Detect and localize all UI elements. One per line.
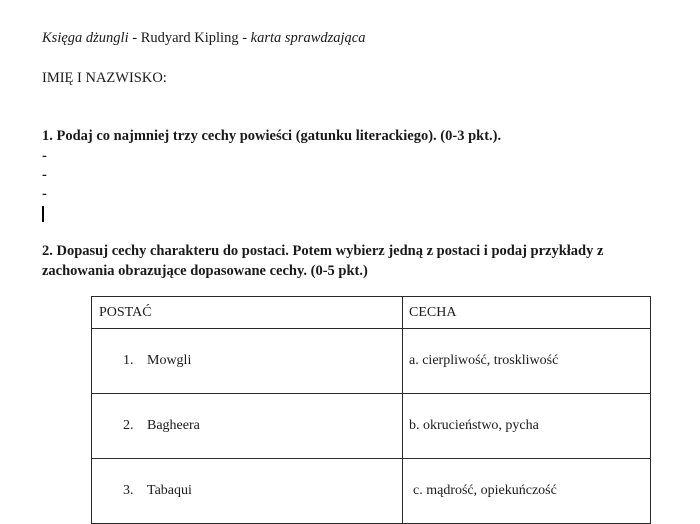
header-character[interactable]: POSTAĆ <box>92 297 403 329</box>
document-title <box>42 30 365 47</box>
question-2-line-2: zachowania obrazujące dopasowane cechy. (0-5 pkt.) <box>42 263 368 279</box>
character-name: Bagheera <box>147 418 200 433</box>
answer-line-2[interactable]: - <box>42 167 47 183</box>
author-name: Rudyard Kipling <box>140 30 239 46</box>
table-row <box>92 394 651 459</box>
table-row <box>92 459 651 524</box>
title-separator: - <box>238 30 251 46</box>
table-row <box>92 329 651 394</box>
character-name: Tabaqui <box>147 483 192 498</box>
character-cell[interactable] <box>92 394 403 459</box>
title-separator: - <box>128 30 141 46</box>
table-header-row <box>92 297 651 329</box>
answer-line-1[interactable]: - <box>42 148 47 164</box>
character-cell[interactable] <box>92 459 403 524</box>
question-2-line-1: 2. Dopasuj cechy charakteru do postaci. Potem wybierz jedną z postaci i podaj przykłady z <box>42 243 604 259</box>
name-label: IMIĘ I NAZWISKO: <box>42 70 167 86</box>
question-1: 1. Podaj co najmniej trzy cechy powieści (gatunku literackiego). (0-3 pkt.). <box>42 128 502 144</box>
document-type: karta sprawdzająca <box>250 30 366 46</box>
trait-cell[interactable]: b. okrucieństwo, pycha <box>403 394 651 459</box>
text-cursor <box>42 206 44 222</box>
character-name: Mowgli <box>147 353 192 368</box>
header-trait[interactable]: CECHA <box>403 297 651 329</box>
book-title: Księga dżungli <box>42 30 129 46</box>
character-cell[interactable] <box>92 329 403 394</box>
trait-cell[interactable]: a. cierpliwość, troskliwość <box>403 329 651 394</box>
answer-line-3[interactable]: - <box>42 186 47 202</box>
list-number: 2. <box>123 418 134 433</box>
character-traits-table <box>91 296 651 524</box>
trait-cell[interactable]: c. mądrość, opiekuńczość <box>403 459 651 524</box>
list-number: 3. <box>123 483 134 498</box>
list-number: 1. <box>123 353 134 368</box>
